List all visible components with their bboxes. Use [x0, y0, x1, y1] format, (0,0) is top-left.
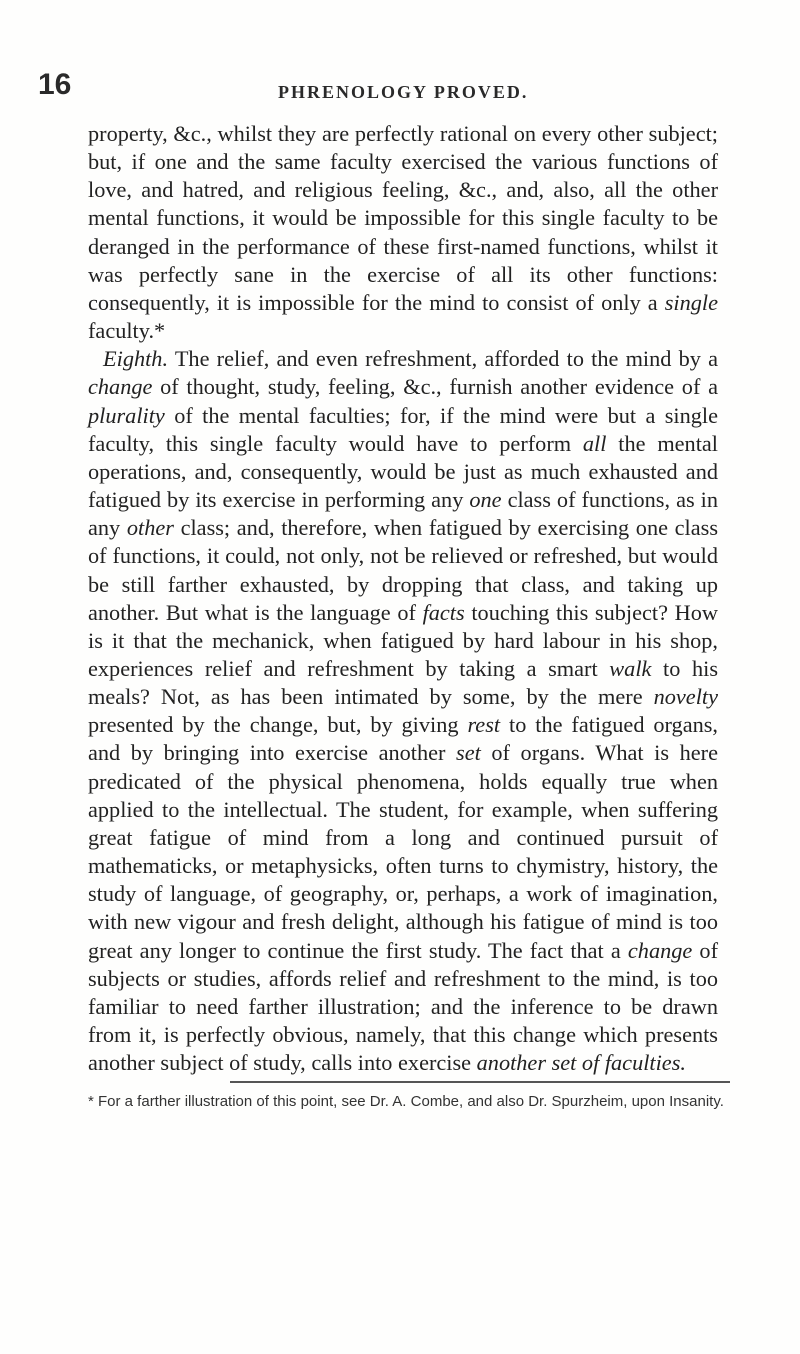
italic-run: walk [609, 655, 652, 681]
text-run: faculty.* [88, 318, 166, 344]
text-run: to the fatigued organs, and by bringing into exercise another [88, 712, 718, 766]
text-run: of the mental faculties; for, if the mind were but a single faculty, this single faculty would have to perform [88, 402, 718, 456]
text-run: of thought, study, feeling, &c., furnish another evidence of a [152, 374, 718, 400]
text-run: touching this subject? How is it that the mechanick, when fatigued by hard labour in his shop, experiences relief and refreshment by taking a smart [88, 599, 718, 681]
italic-run: Eighth. [103, 346, 169, 372]
italic-run: facts [422, 599, 465, 625]
body-text [88, 120, 718, 1077]
italic-run: set [456, 740, 481, 766]
italic-run: novelty [653, 684, 718, 710]
paragraph [88, 345, 718, 1077]
italic-run: change [627, 937, 693, 963]
italic-run: plurality [88, 402, 165, 428]
footnote-rule [230, 1081, 730, 1083]
text-run: of subjects or studies, affords relief and refreshment to the mind, is too familiar to need farther illustration; and the inference to be drawn from it, is perfectly obvious, namely, that this change which presents another subject of study, calls into exercise [88, 937, 718, 1076]
italic-run: change [88, 374, 153, 400]
running-head: PHRENOLOGY PROVED. [278, 82, 529, 102]
text-run: prop⁠erty, &c., whilst they are perfectly rational on every other subject; but, if one and the same faculty exercised the various functions of love, and hatred, and religious feeling, &c., and, also, all the other mental functions, it would be impossible for this single faculty to be deranged in the performance of these first-named functions, whilst it was perfectly sane in the exercise of all its other functions: consequently, it is impossible for the mind to consist of only a [88, 121, 718, 315]
italic-run: rest [467, 712, 501, 738]
text-run: presented by the change, but, by giving [88, 712, 468, 738]
page-header [38, 68, 740, 108]
italic-run: another set of faculties. [476, 1050, 686, 1076]
italic-run: all [582, 430, 607, 456]
italic-run: one [469, 487, 502, 513]
text-run: class of functions, as in any [88, 487, 718, 541]
text-run: of organs. What is here predicated of the physical phenomena, holds equally true when applied to the intellectual. The student, for example, when suffering great fatigue of mind from a long and continued pursuit of mathematicks, or metaphysicks, often turns to chymistry, history, the study of language, of geography, or, perhaps, a work of imagination, with new vigour and fresh delight, although his fatigue of mind is too great any longer to continue the first study. The fact that a [88, 740, 718, 963]
footnote: * For a farther illustration of this point, see Dr. A. Combe, and also Dr. Spurzheim, upon Insanity. [88, 1093, 724, 1110]
text-run: The relief, and even refreshment, afforded to the mind by a [168, 346, 718, 372]
text-run: class; and, therefore, when fatigued by exercising one class of functions, it could, not only, not be relieved or refreshed, but would be still farther exhausted, by dropping that class, and taking up another. But what is the language of [88, 515, 718, 625]
text-run: to his meals? Not, as has been intimated by some, by the mere [88, 655, 719, 710]
page-number: 16 [38, 68, 72, 101]
text-run: the mental operations, and, consequently, would be just as much exhausted and fatigued by its exercise in performing any [88, 430, 718, 513]
italic-run: other [126, 515, 174, 541]
paragraph [88, 120, 718, 345]
italic-run: single [664, 289, 718, 315]
